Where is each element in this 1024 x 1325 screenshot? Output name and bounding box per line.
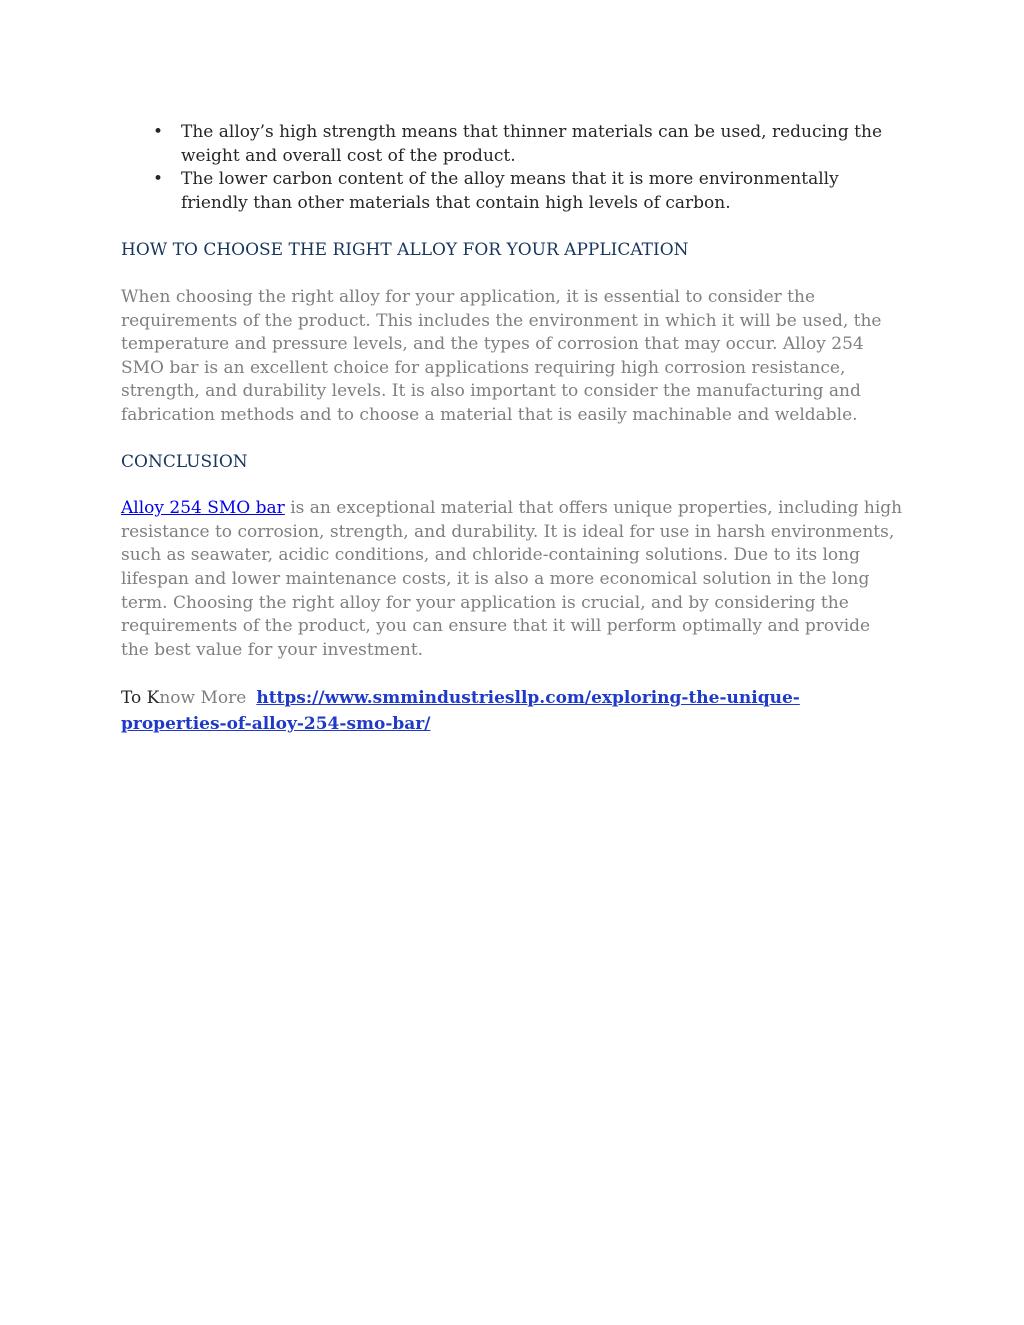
conclusion-paragraph: [121, 497, 903, 662]
choose-alloy-paragraph: When choosing the right alloy for your application, it is essential to consider the requirements of the product. This includes the environment in which it will be used, the temperature and pressure levels, and the types of corrosion that may occur. Alloy 254 SMO bar is an excellent choice for applications requiring high corrosion resistance, strength, and durability levels. It is also important to consider the manufacturing and fabrication methods and to choose a material that is easily machinable and weldable.: [121, 286, 882, 425]
bullet-icon: •: [153, 169, 164, 190]
bullet-icon: •: [153, 122, 164, 142]
list-item: [121, 168, 903, 215]
benefits-list: [121, 121, 903, 215]
conclusion-heading: CONCLUSION: [121, 451, 248, 472]
list-item-text: The alloy’s high strength means that thinner materials can be used, reducing the weight and overall cost of the product.: [181, 122, 883, 166]
choose-alloy-heading: HOW TO CHOOSE THE RIGHT ALLOY FOR YOUR APPLICATION: [121, 240, 689, 261]
document-page: [121, 121, 903, 737]
conclusion-body-text: is an exceptional material that offers unique properties, including high resistance to corrosion, strength, and durability. It is ideal for use in harsh environments, such as seawater, acidic conditions, and chloride-containing solutions. Due to its long lifespan and lower maintenance costs, it is also a more economical solution in the long term. Choosing the right alloy for your application is crucial, and by considering the requirements of the product, you can ensure that it will perform optimally and provide the best value for your investment.: [121, 498, 903, 660]
know-more-label: now More: [159, 688, 247, 709]
list-item: [121, 121, 903, 168]
article-url-link[interactable]: https://www.smmindustriesllp.com/exploring-the-unique-properties-of-alloy-254-smo-bar/: [121, 688, 800, 735]
know-more-line: [121, 685, 903, 737]
list-item-text: The lower carbon content of the alloy means that it is more environmentally friendly than other materials that contain high levels of carbon.: [181, 169, 839, 213]
alloy-254-smo-bar-link[interactable]: Alloy 254 SMO bar: [121, 498, 285, 519]
know-more-prefix: To K: [121, 688, 160, 709]
